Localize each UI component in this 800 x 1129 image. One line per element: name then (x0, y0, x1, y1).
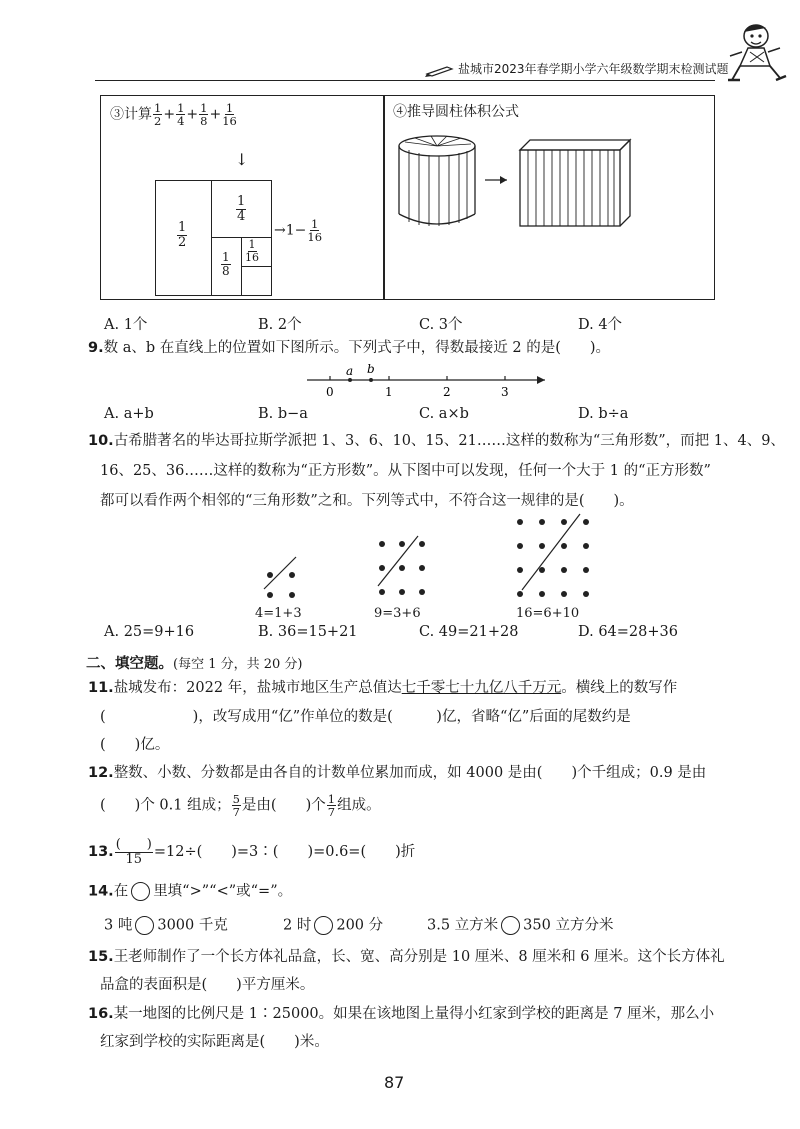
q16-number: 16. (88, 1006, 114, 1022)
q15-line2: 品盒的表面积是( )平方厘米。 (100, 977, 315, 993)
q10-line3: 都可以看作两个相邻的“三角形数”之和。下列等式中，不符合这一规律的是( )。 (100, 493, 634, 509)
q12-line2: ( )个 0.1 组成； $\frac{5}{7}$ 是由( )个 $\frac{1}{7}$ 组成。 (100, 792, 381, 820)
q9-option-b[interactable]: B. b−a (258, 406, 308, 422)
divider-sixteenth (242, 266, 271, 267)
term-eighth: $\frac{1}{8}$ (200, 101, 208, 129)
q13-frac: $\frac{( )}{15}$ (115, 837, 152, 867)
label-eighth: $\frac{1}{8}$ (222, 250, 230, 278)
tick-0: 0 (326, 385, 334, 399)
q13-line: 13. $\frac{( )}{15}$ =12÷( )=3∶( )=0.6=( )折 (88, 837, 416, 867)
q10-line2: 16、25、36……这样的数称为“正方形数”。从下图中可以发现，任何一个大于 1 的“正方形数” (100, 463, 711, 479)
q13-number: 13. (88, 844, 114, 861)
cylinder-diagram (395, 128, 705, 238)
q14-item-1: 3 吨 3000 千克 (104, 917, 228, 934)
panel4-label: ④推导圆柱体积公式 (393, 104, 519, 120)
q9-stem (88, 340, 610, 357)
q11-underlined: 七千零七十九亿八千万元 (401, 680, 562, 696)
term-quarter: $\frac{1}{4}$ (177, 101, 185, 129)
compare-circle-2[interactable] (314, 916, 333, 935)
result-frac: $\frac{1}{16}$ (307, 217, 323, 245)
q10-option-d[interactable]: D. 64=28+36 (578, 624, 678, 640)
q12-line1: 12.整数、小数、分数都是由各自的计数单位累加而成，如 4000 是由( )个千组成；0.9 是由 (88, 765, 707, 781)
tick-2: 2 (443, 385, 451, 399)
label-b: b (367, 362, 375, 376)
label-sixteenth: $\frac{1}{16}$ (245, 238, 259, 264)
q15-line1: 15.王老师制作了一个长方体礼品盒，长、宽、高分别是 10 厘米、8 厘米和 6 厘米。这个长方体礼 (88, 949, 725, 965)
q11-line3: ( )亿。 (100, 737, 170, 753)
label-half: $\frac{1}{2}$ (178, 220, 187, 250)
section-note: (每空 1 分，共 20 分) (173, 657, 303, 672)
label-a: a (346, 364, 354, 378)
q16-line1: 16.某一地图的比例尺是 1∶25000。如果在该地图上量得小红家到学校的距离是 7 厘米，那么小 (88, 1006, 715, 1022)
compare-circle-1[interactable] (135, 916, 154, 935)
divider-half (211, 181, 212, 295)
dots-figure-3x3 (368, 530, 438, 605)
q10-number: 10. (88, 433, 114, 449)
q8-option-c[interactable]: C. 3个 (419, 317, 463, 333)
term-half: $\frac{1}{2}$ (154, 101, 162, 129)
q12-number: 12. (88, 765, 114, 781)
q11-line1: 11.盐城发布：2022 年，盐城市地区生产总值达七千零七十九亿八千万元。横线上的数写作 (88, 680, 678, 696)
q9-option-a[interactable]: A. a+b (104, 406, 154, 422)
blank-circle-icon (131, 882, 150, 901)
arrow-down-icon: ↓ (235, 150, 249, 169)
q9-text: 数 a、b 在直线上的位置如下图所示。下列式子中，得数最接近 2 的是( )。 (103, 340, 611, 356)
q10-option-c[interactable]: C. 49=21+28 (419, 624, 519, 640)
caption-9: 9=3+6 (374, 606, 421, 621)
number-line (305, 362, 555, 402)
q11-line2: ( )，改写成用“亿”作单位的数是( )亿，省略“亿”后面的尾数约是 (100, 709, 631, 725)
q9-option-c[interactable]: C. a×b (419, 406, 469, 422)
pencil-icon (425, 64, 455, 78)
q16-line2: 红家到学校的实际距离是( )米。 (100, 1034, 329, 1050)
q9-number: 9. (88, 340, 104, 356)
caption-16: 16=6+10 (516, 606, 580, 621)
q8-option-b[interactable]: B. 2个 (258, 317, 302, 333)
panel3-result: →1− $\frac{1}{16}$ (274, 217, 323, 245)
panel3-label: ③计算 (110, 106, 152, 123)
q14-item-2: 2 时 200 分 (283, 917, 384, 934)
q9-option-d[interactable]: D. b÷a (578, 406, 629, 422)
term-sixteenth: $\frac{1}{16}$ (222, 101, 237, 129)
q10-line1: 10.古希腊著名的毕达哥拉斯学派把 1、3、6、10、15、21……这样的数称为“三角形数”，而把 1、4、9、 (88, 433, 785, 449)
mascot-icon (720, 18, 790, 86)
dots-figure-2x2 (258, 555, 308, 605)
dots-figure-4x4 (508, 510, 598, 605)
q8-option-a[interactable]: A. 1个 (104, 317, 148, 333)
q14-item-3: 3.5 立方米 350 立方分米 (427, 917, 614, 934)
caption-4: 4=1+3 (255, 606, 302, 621)
q12-frac-5-7: $\frac{5}{7}$ (232, 792, 240, 820)
header-rule (95, 80, 715, 81)
q14-stem: 14.在 里填“>”“<”或“=”。 (88, 883, 293, 900)
section-title: 二、填空题。(每空 1 分，共 20 分) (86, 656, 303, 672)
page-number: 87 (384, 1073, 405, 1092)
divider-quarter (212, 237, 272, 238)
tick-3: 3 (501, 385, 509, 399)
q8-option-d[interactable]: D. 4个 (578, 317, 623, 333)
compare-circle-3[interactable] (501, 916, 520, 935)
q15-number: 15. (88, 949, 114, 965)
header-title: 盐城市2023年春学期小学六年级数学期末检测试题 (458, 62, 729, 76)
panel3-expression: ③计算 $\frac{1}{2}$ + $\frac{1}{4}$ + $\frac{1}{8}$ + $\frac{1}{16}$ (110, 101, 237, 129)
q14-number: 14. (88, 883, 114, 900)
q10-option-b[interactable]: B. 36=15+21 (258, 624, 358, 640)
label-quarter: $\frac{1}{4}$ (237, 194, 246, 224)
q12-frac-1-7: $\frac{1}{7}$ (327, 792, 336, 820)
tick-1: 1 (385, 385, 393, 399)
q11-number: 11. (88, 680, 114, 696)
square-diagram (155, 180, 272, 296)
q10-option-a[interactable]: A. 25=9+16 (104, 624, 195, 640)
